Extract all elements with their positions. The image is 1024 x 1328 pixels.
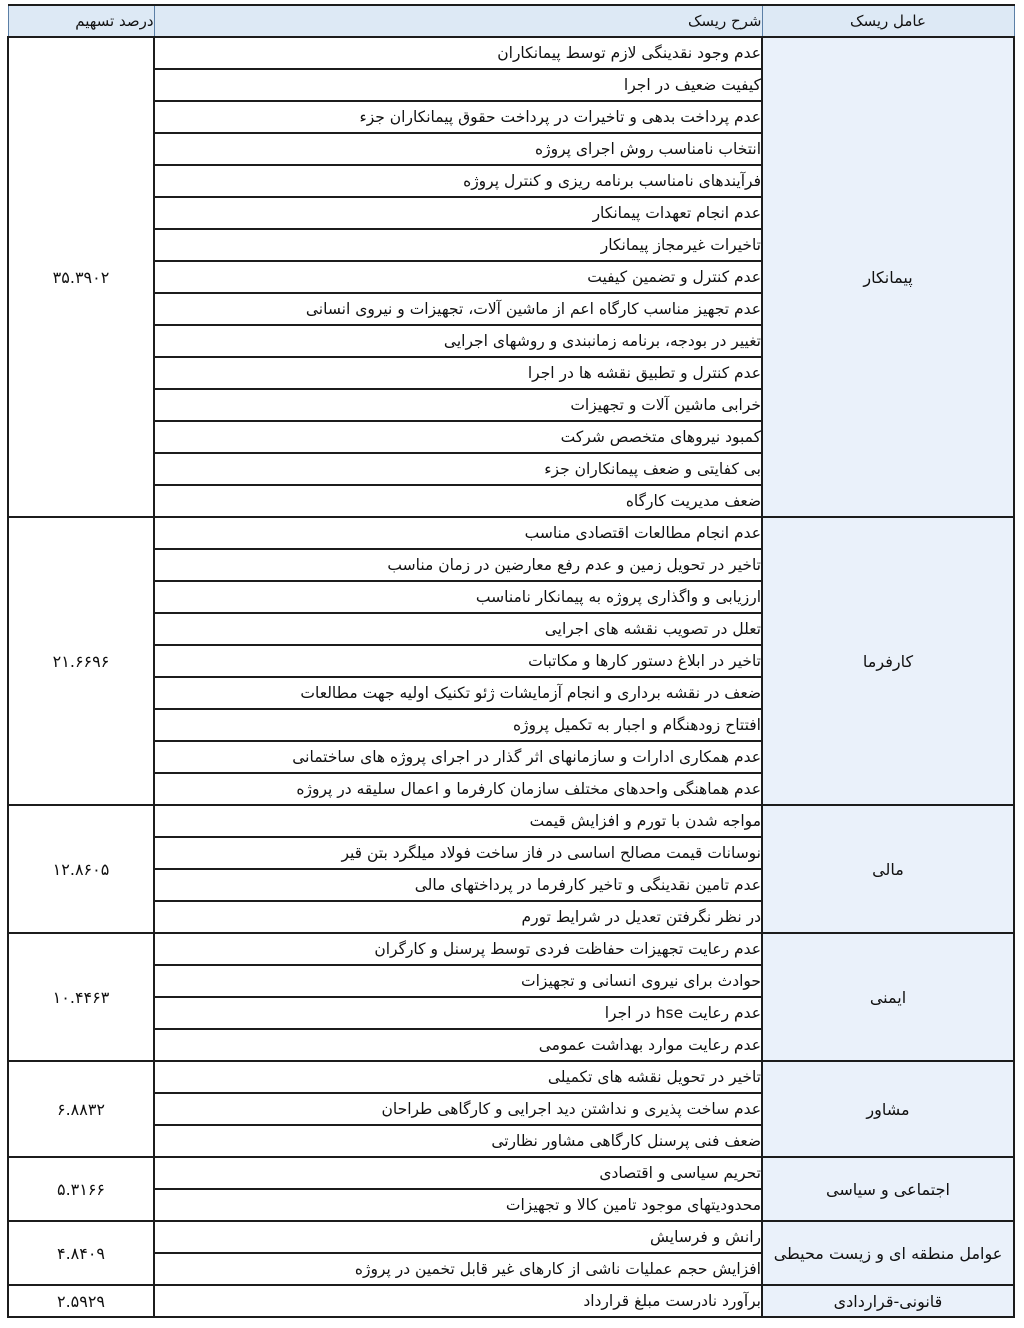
table-row (8, 37, 1014, 69)
allocation-percent-cell: ۲.۵۹۲۹ (8, 1285, 154, 1317)
risk-description-cell: عدم پرداخت بدهی و تاخیرات در پرداخت حقوق پیمانکاران جزء (154, 101, 762, 133)
header-row (8, 5, 1014, 37)
risk-description-cell: مواجه شدن با تورم و افزایش قیمت (154, 805, 762, 837)
risk-description-cell: فرآیندهای نامناسب برنامه ریزی و کنترل پروژه (154, 165, 762, 197)
risk-description-cell: ضعف در نقشه برداری و انجام آزمایشات ژئو تکنیک اولیه جهت مطالعات (154, 677, 762, 709)
allocation-percent-cell: ۴.۸۴۰۹ (8, 1221, 154, 1285)
risk-description-cell: تحریم سیاسی و اقتصادی (154, 1157, 762, 1189)
header-risk-factor: عامل ریسک (762, 5, 1014, 37)
risk-factor-cell: اجتماعی و سیاسی (762, 1157, 1014, 1221)
risk-description-cell: تاخیر در تحویل زمین و عدم رفع معارضین در زمان مناسب (154, 549, 762, 581)
risk-factor-cell: مالی (762, 805, 1014, 933)
risk-factor-cell: کارفرما (762, 517, 1014, 805)
table-row (8, 1061, 1014, 1093)
allocation-percent-cell: ۶.۸۸۳۲ (8, 1061, 154, 1157)
risk-description-cell: عدم ساخت پذیری و نداشتن دید اجرایی و کارگاهی طراحان (154, 1093, 762, 1125)
risk-factor-cell: پیمانکار (762, 37, 1014, 517)
table-row (8, 1157, 1014, 1189)
table-row (8, 517, 1014, 549)
risk-description-cell: عدم کنترل و تطبیق نقشه ها در اجرا (154, 357, 762, 389)
risk-description-cell: تغییر در بودجه، برنامه زمانبندی و روشهای اجرایی (154, 325, 762, 357)
risk-description-cell: رانش و فرسایش (154, 1221, 762, 1253)
risk-description-cell: محدودیتهای موجود تامین کالا و تجهیزات (154, 1189, 762, 1221)
risk-description-cell: عدم رعایت hse در اجرا (154, 997, 762, 1029)
table-row (8, 1221, 1014, 1253)
allocation-percent-cell: ۱۰.۴۴۶۳ (8, 933, 154, 1061)
risk-description-cell: ضعف مدیریت کارگاه (154, 485, 762, 517)
header-risk-description: شرح ریسک (154, 5, 762, 37)
risk-description-cell: عدم وجود نقدینگی لازم توسط پیمانکاران (154, 37, 762, 69)
risk-description-cell: کمبود نیروهای متخصص شرکت (154, 421, 762, 453)
risk-description-cell: تاخیر در تحویل نقشه های تکمیلی (154, 1061, 762, 1093)
risk-description-cell: انتخاب نامناسب روش اجرای پروژه (154, 133, 762, 165)
allocation-percent-cell: ۲۱.۶۶۹۶ (8, 517, 154, 805)
risk-description-cell: عدم هماهنگی واحدهای مختلف سازمان کارفرما و اعمال سلیقه در پروژه (154, 773, 762, 805)
risk-description-cell: عدم رعایت موارد بهداشت عمومی (154, 1029, 762, 1061)
allocation-percent-cell: ۳۵.۳۹۰۲ (8, 37, 154, 517)
risk-description-cell: در نظر نگرفتن تعدیل در شرایط تورم (154, 901, 762, 933)
risk-description-cell: عدم رعایت تجهیزات حفاظت فردی توسط پرسنل و کارگران (154, 933, 762, 965)
risk-description-cell: عدم تامین نقدینگی و تاخیر کارفرما در پرداختهای مالی (154, 869, 762, 901)
header-allocation-percent: درصد تسهیم (8, 5, 154, 37)
risk-description-cell: تاخیر در ابلاغ دستور کارها و مکاتبات (154, 645, 762, 677)
risk-description-cell: تعلل در تصویب نقشه های اجرایی (154, 613, 762, 645)
risk-description-cell: خرابی ماشین آلات و تجهیزات (154, 389, 762, 421)
risk-description-cell: ضعف فنی پرسنل کارگاهی مشاور نظارتی (154, 1125, 762, 1157)
risk-description-cell: عدم انجام مطالعات اقتصادی مناسب (154, 517, 762, 549)
risk-description-cell: ارزیابی و واگذاری پروژه به پیمانکار نامناسب (154, 581, 762, 613)
risk-description-cell: تاخیرات غیرمجاز پیمانکار (154, 229, 762, 261)
table-row (8, 1285, 1014, 1317)
table-row (8, 805, 1014, 837)
risk-description-cell: حوادث برای نیروی انسانی و تجهیزات (154, 965, 762, 997)
risk-description-cell: عدم همکاری ادارات و سازمانهای اثر گذار در اجرای پروژه های ساختمانی (154, 741, 762, 773)
risk-factor-cell: ایمنی (762, 933, 1014, 1061)
allocation-percent-cell: ۵.۳۱۶۶ (8, 1157, 154, 1221)
allocation-percent-cell: ۱۲.۸۶۰۵ (8, 805, 154, 933)
risk-description-cell: افزایش حجم عملیات ناشی از کارهای غیر قابل تخمین در پروژه (154, 1253, 762, 1285)
risk-description-cell: کیفیت ضعیف در اجرا (154, 69, 762, 101)
table-body (8, 37, 1014, 1317)
risk-factor-cell: مشاور (762, 1061, 1014, 1157)
risk-description-cell: عدم کنترل و تضمین کیفیت (154, 261, 762, 293)
risk-factor-cell: قانونی-قراردادی (762, 1285, 1014, 1317)
risk-description-cell: نوسانات قیمت مصالح اساسی در فاز ساخت فولاد میلگرد بتن قیر (154, 837, 762, 869)
risk-description-cell: افتتاح زودهنگام و اجبار به تکمیل پروژه (154, 709, 762, 741)
risk-factor-cell: عوامل منطقه ای و زیست محیطی (762, 1221, 1014, 1285)
risk-description-cell: عدم انجام تعهدات پیمانکار (154, 197, 762, 229)
risk-description-cell: عدم تجهیز مناسب کارگاه اعم از ماشین آلات، تجهیزات و نیروی انسانی (154, 293, 762, 325)
risk-description-cell: بی کفایتی و ضعف پیمانکاران جزء (154, 453, 762, 485)
table-row (8, 933, 1014, 965)
risk-description-cell: برآورد نادرست مبلغ قرارداد (154, 1285, 762, 1317)
risk-allocation-table (7, 4, 1015, 1318)
